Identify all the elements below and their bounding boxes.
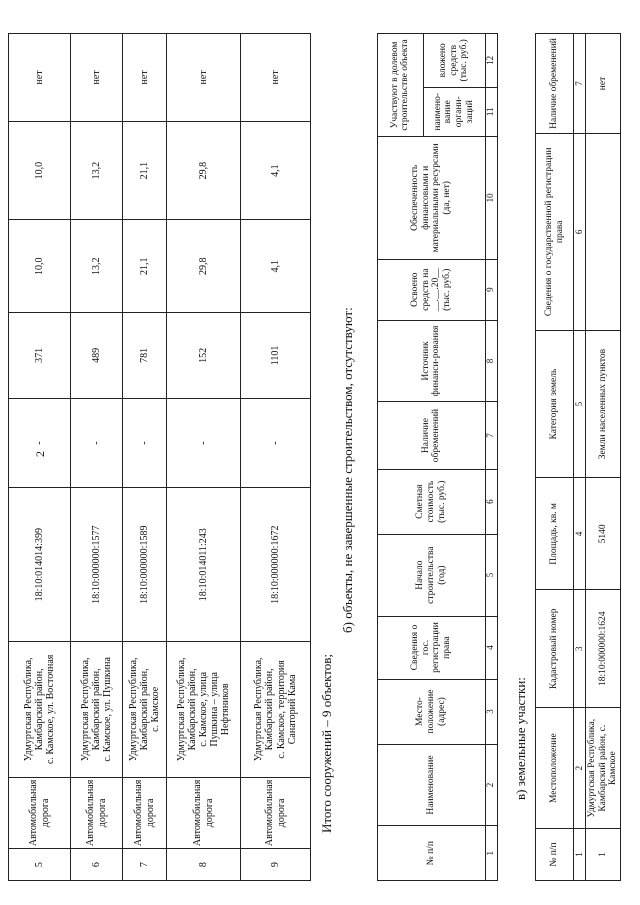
h-num: № п/п bbox=[378, 826, 486, 881]
page-number: 2 bbox=[33, 451, 47, 457]
address-line: Пушкина – улица bbox=[209, 672, 221, 747]
road-row-value-1: 13,2 bbox=[71, 220, 123, 313]
roads-table bbox=[8, 33, 311, 881]
column-number: 6 bbox=[574, 133, 586, 330]
road-row-name: Автомобильная дорога bbox=[241, 777, 311, 848]
road-row-dash: - bbox=[9, 398, 71, 488]
column-number: 6 bbox=[485, 469, 497, 534]
address-line: Санаторий Кама bbox=[286, 674, 298, 745]
land-row-cadastral: 18:10:000000:1624 bbox=[586, 590, 621, 708]
lh-location: Местоположение bbox=[536, 708, 574, 829]
road-row-area: 1101 bbox=[241, 313, 311, 399]
land-line: в) земельные участки: bbox=[513, 677, 528, 800]
column-number: 2 bbox=[485, 744, 497, 826]
road-row bbox=[123, 34, 167, 881]
column-number: 5 bbox=[485, 534, 497, 616]
land-row-num: 1 bbox=[586, 829, 621, 881]
address-line: Камбарский район, bbox=[186, 668, 198, 751]
road-row-encumbrance: нет bbox=[71, 34, 123, 122]
road-row-value-2: 10,0 bbox=[9, 121, 71, 220]
column-number: 1 bbox=[574, 829, 586, 881]
road-row-number: 8 bbox=[167, 849, 241, 881]
land-row-area: 5140 bbox=[586, 478, 621, 590]
address-line: с. Камское bbox=[150, 686, 162, 732]
road-row-encumbrance: нет bbox=[123, 34, 167, 122]
column-number: 7 bbox=[485, 402, 497, 469]
road-row-value-2: 4,1 bbox=[241, 121, 311, 220]
road-row-cadastral: 18:10:000000:1672 bbox=[241, 488, 311, 642]
h-registration: Сведения о гос. регистрации права bbox=[378, 616, 486, 679]
road-row-cadastral: 18:10:000000:1589 bbox=[123, 488, 167, 642]
road-row-value-1: 10,0 bbox=[9, 220, 71, 313]
column-number: 3 bbox=[574, 590, 586, 708]
h-name: Наименование bbox=[378, 744, 486, 826]
address-line: Камбарский район, bbox=[138, 668, 150, 751]
road-row-address bbox=[71, 642, 123, 778]
road-row-number: 7 bbox=[123, 849, 167, 881]
h-org: наимено-вание органи-заций bbox=[423, 87, 485, 136]
h-participation: Участвуют в долевом строительстве объекта bbox=[378, 34, 424, 137]
road-row-address bbox=[167, 642, 241, 778]
column-number: 1 bbox=[485, 826, 497, 881]
road-row-encumbrance: нет bbox=[241, 34, 311, 122]
land-row-registration bbox=[586, 133, 621, 330]
road-row-number: 6 bbox=[71, 849, 123, 881]
address-line: с. Камское, ул. Восточная bbox=[45, 654, 57, 765]
address-line: Камбарский район, bbox=[90, 668, 102, 751]
h-provision: Обеспеченность финансовыми и материальными ресурсами (да, нет) bbox=[378, 136, 486, 259]
column-number: 4 bbox=[485, 616, 497, 679]
road-row-name: Автомобильная дорога bbox=[123, 777, 167, 848]
h-invested: вложено средств (тыс. руб.) bbox=[423, 34, 485, 88]
lh-num: № п/п bbox=[536, 829, 574, 881]
h-source: Источник финанси-рования bbox=[378, 320, 486, 402]
column-number: 7 bbox=[574, 34, 586, 134]
land-row-location: Удмуртская Республика, Камбарский район, с. Камское bbox=[586, 708, 621, 829]
road-row-number: 9 bbox=[241, 849, 311, 881]
road-row bbox=[241, 34, 311, 881]
road-row bbox=[9, 34, 71, 881]
address-line: Камбарский район, bbox=[33, 668, 45, 751]
road-row-address bbox=[123, 642, 167, 778]
address-line: с. Камское, ул. Пушкина bbox=[102, 657, 114, 762]
lh-registration: Сведения о государственной регистрации права bbox=[536, 133, 574, 330]
road-row-address bbox=[241, 642, 311, 778]
column-number: 2 bbox=[574, 708, 586, 829]
column-number: 12 bbox=[485, 34, 497, 88]
column-number: 4 bbox=[574, 478, 586, 590]
unfinished-line: б) объекты, не завершенные строительством, отсутствуют: bbox=[340, 307, 355, 633]
road-row-cadastral: 18:10:000000:1577 bbox=[71, 488, 123, 642]
road-row-dash: - bbox=[123, 398, 167, 488]
road-row-name: Автомобильная дорога bbox=[71, 777, 123, 848]
h-location: Место-положение (адрес) bbox=[378, 679, 486, 744]
road-row-dash: - bbox=[71, 398, 123, 488]
address-line: с. Камское, улица bbox=[197, 671, 209, 747]
column-number: 10 bbox=[485, 136, 497, 259]
road-row-value-1: 29,8 bbox=[167, 220, 241, 313]
address-line: Камбарский район, bbox=[264, 668, 276, 751]
construction-table bbox=[377, 33, 498, 881]
lh-encumbrance: Наличие обременений bbox=[536, 34, 574, 134]
road-row-value-2: 13,2 bbox=[71, 121, 123, 220]
address-line: с. Камское, территория bbox=[275, 660, 287, 759]
road-row-cadastral: 18:10:014011:243 bbox=[167, 488, 241, 642]
road-row-area: 489 bbox=[71, 313, 123, 399]
lh-category: Категория земель bbox=[536, 330, 574, 478]
lh-cadastral: Кадастровый номер bbox=[536, 590, 574, 708]
total-line: Итого сооружений – 9 объектов; bbox=[319, 654, 334, 833]
road-row-dash: - bbox=[167, 398, 241, 488]
address-line: Удмуртская Республика, bbox=[253, 657, 265, 762]
address-line: Удмуртская Республика, bbox=[22, 657, 34, 762]
road-row bbox=[71, 34, 123, 881]
h-start: Начало строительства (год) bbox=[378, 534, 486, 616]
road-row-name: Автомобильная дорога bbox=[167, 777, 241, 848]
h-encumbrance: Наличие обременений bbox=[378, 402, 486, 469]
address-line: Удмуртская Республика, bbox=[127, 657, 139, 762]
land-row-encumbrance: нет bbox=[586, 34, 621, 134]
column-number: 3 bbox=[485, 679, 497, 744]
address-line: Удмуртская Республика, bbox=[175, 657, 187, 762]
column-number: 8 bbox=[485, 320, 497, 402]
road-row-encumbrance: нет bbox=[167, 34, 241, 122]
road-row-name: Автомобильная дорога bbox=[9, 777, 71, 848]
column-number: 5 bbox=[574, 330, 586, 478]
road-row-number: 5 bbox=[9, 849, 71, 881]
address-line: Нефтяников bbox=[220, 683, 232, 736]
column-number: 11 bbox=[485, 87, 497, 136]
road-row-value-2: 29,8 bbox=[167, 121, 241, 220]
road-row-dash: - bbox=[241, 398, 311, 488]
road-row-address bbox=[9, 642, 71, 778]
road-row-value-2: 21,1 bbox=[123, 121, 167, 220]
road-row-value-1: 21,1 bbox=[123, 220, 167, 313]
lh-area: Площадь, кв. м bbox=[536, 478, 574, 590]
road-row-area: 152 bbox=[167, 313, 241, 399]
road-row-cadastral: 18:10:014014:399 bbox=[9, 488, 71, 642]
h-cost: Сметная стоимость (тыс. руб.) bbox=[378, 469, 486, 534]
h-spent: Освоено средств на __.__.20__ (тыс. руб.) bbox=[378, 259, 486, 320]
land-row-category: Земли населенных пунктов bbox=[586, 330, 621, 478]
road-row bbox=[167, 34, 241, 881]
column-number: 9 bbox=[485, 259, 497, 320]
address-line: Удмуртская Республика, bbox=[79, 657, 91, 762]
land-table bbox=[535, 33, 621, 881]
road-row-value-1: 4,1 bbox=[241, 220, 311, 313]
road-row-area: 781 bbox=[123, 313, 167, 399]
road-row-encumbrance: нет bbox=[9, 34, 71, 122]
road-row-area: 371 bbox=[9, 313, 71, 399]
